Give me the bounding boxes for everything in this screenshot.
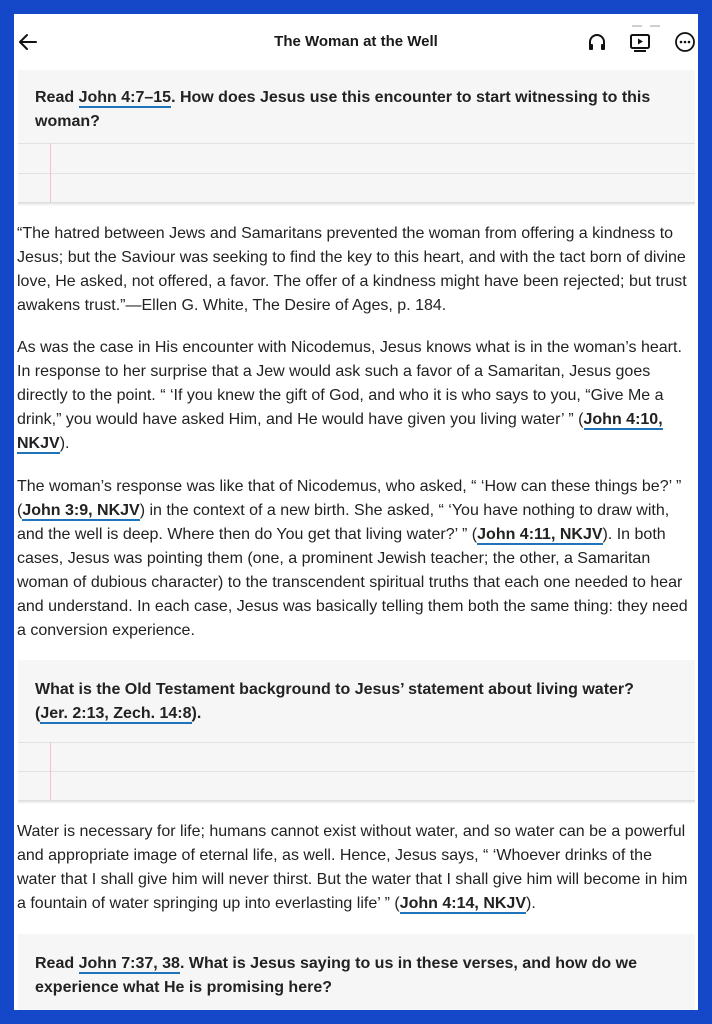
answer-field[interactable] — [18, 743, 695, 800]
app-frame — [14, 14, 698, 1010]
question-card — [18, 660, 695, 801]
question-text: What is the Old Testament background to Jesus’ statement about living water? (Jer. 2:13, Zech. 14:8). — [35, 681, 634, 722]
body-paragraph: As was the case in His encounter with Nicodemus, Jesus knows what is in the woman’s heart. In response to her surprise that a Jew would ask such a favor of a Samaritan, Jesus goes directly to the point. “ ‘If you knew the gift of God, and who it is who says to you, “Give Me a drink,” you would have asked Him, and He would have given you living water’ ” (John 4:10, NKJV). — [17, 339, 682, 452]
card-shadow — [18, 800, 695, 804]
card-shadow — [18, 202, 695, 206]
scripture-link[interactable]: John 4:10, NKJV — [17, 411, 663, 452]
question-text: Read John 4:7–15. How does Jesus use this encounter to start witnessing to this woman? — [35, 89, 651, 130]
scripture-link[interactable]: John 4:14, NKJV — [399, 895, 526, 912]
scripture-link[interactable]: John 7:37, 38 — [78, 955, 180, 972]
answer-field[interactable] — [18, 144, 695, 202]
body-paragraph: “The hatred between Jews and Samaritans prevented the woman from offering a kindness to Jesus; but the Saviour was seeking to find the key to this heart, and with the tact born of divine love, He asked, not offered, a favor. The offer of a kindness might have been rejected; but trust awakens trust.”—Ellen G. White, The Desire of Ages, p. 184. — [17, 225, 687, 314]
question-card — [18, 70, 695, 203]
page-title: The Woman at the Well — [274, 33, 438, 50]
top-bar — [14, 14, 698, 70]
scripture-link[interactable]: John 4:7–15 — [78, 89, 172, 106]
question-card — [18, 934, 695, 1010]
scripture-link[interactable]: John 4:11, NKJV — [477, 526, 603, 543]
scripture-link[interactable]: John 3:9, NKJV — [22, 502, 140, 519]
body-paragraph: The woman’s response was like that of Nicodemus, who asked, “ ‘How can these things be?’ ” (John 3:9, NKJV) in the context of a new birth. She asked, “ ‘You have nothing to draw with, and the well is deep. Where then do You get that living water?’ ” (John 4:11, NKJV). In both cases, Jesus was pointing them (one, a prominent Jewish teacher; the other, a Samaritan woman of dubious character) to the transcendent spiritual truths that each one needed to hear and understand. In each case, Jesus was basically telling them both the same thing: they need a conversion experience. — [17, 478, 688, 639]
scripture-link[interactable]: Jer. 2:13, Zech. 14:8 — [40, 705, 192, 722]
play-screen-icon[interactable] — [628, 30, 652, 54]
body-paragraph: Water is necessary for life; humans cannot exist without water, and so water can be a powerful and appropriate image of eternal life, as well. Hence, Jesus says, “ ‘Whoever drinks of the water that I shall give him will never thirst. But the water that I shall give him will become in him a fountain of water springing up into everlasting life’ ” (John 4:14, NKJV). — [17, 823, 688, 912]
question-text: Read John 7:37, 38. What is Jesus saying to us in these verses, and how do we experience what He is promising here? — [35, 955, 637, 996]
status-indicator — [632, 14, 668, 18]
headphones-icon[interactable] — [585, 30, 609, 54]
more-options-icon[interactable] — [673, 30, 697, 54]
